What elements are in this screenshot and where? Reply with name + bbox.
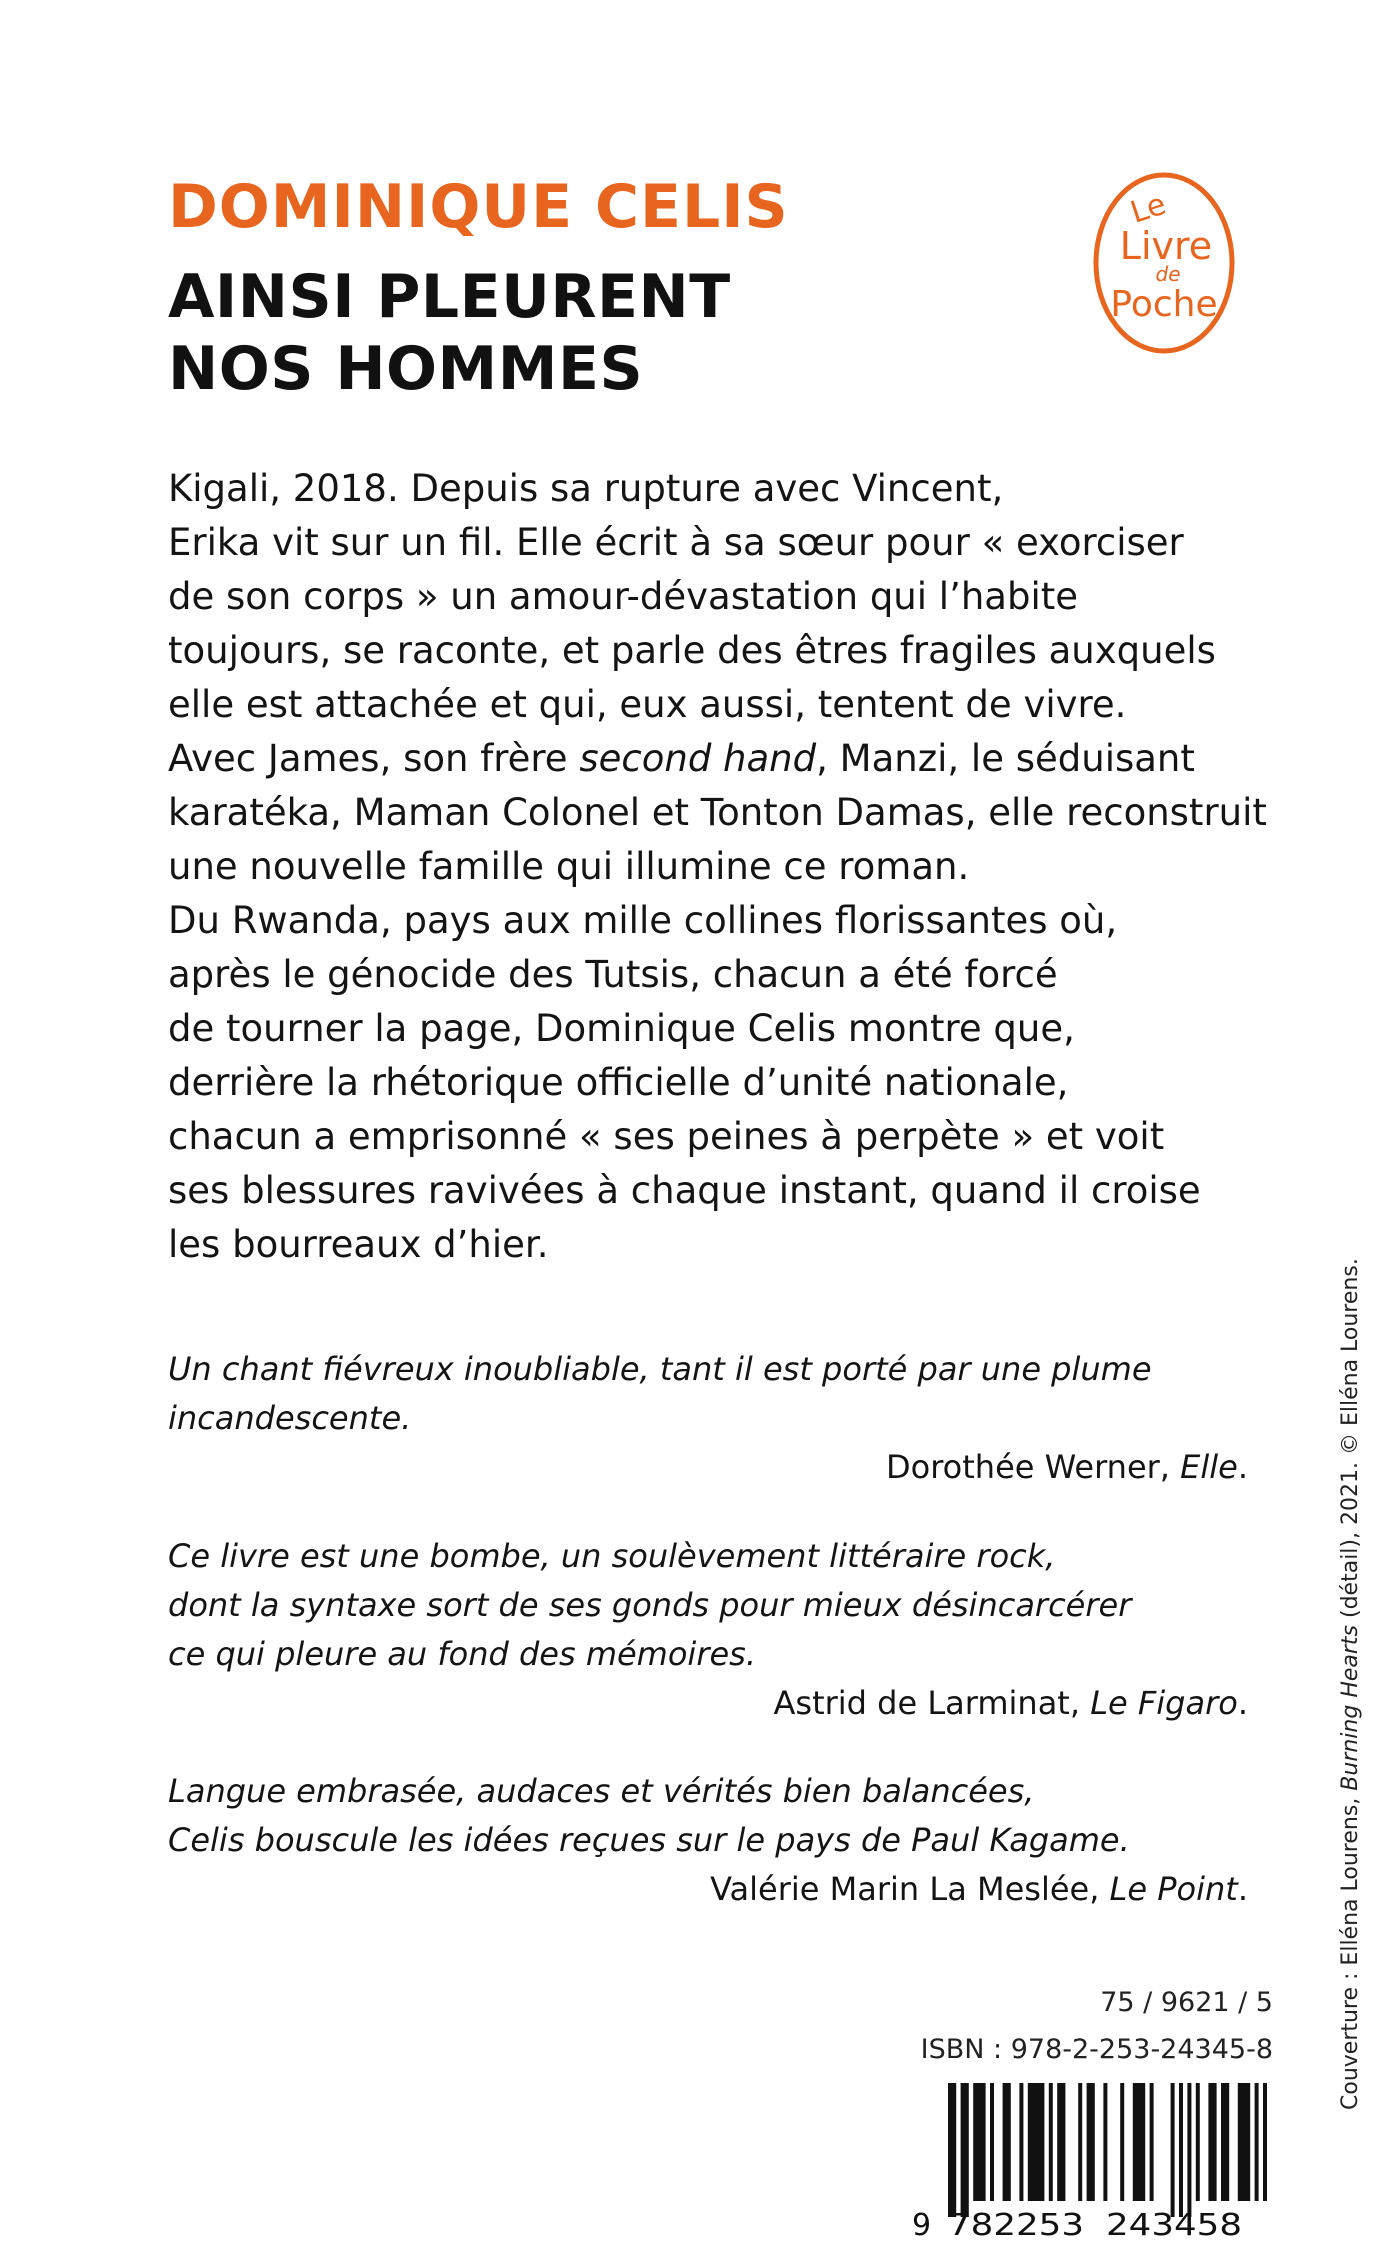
- blurb-text: Avec James, son frère: [168, 737, 580, 780]
- quote-attribution: [168, 1443, 1248, 1492]
- quote-attribution: [168, 1865, 1248, 1914]
- cover-credit: [1338, 1258, 1363, 2110]
- blurb-line: Erika vit sur un fil. Elle écrit à sa sœur pour « exorciser: [168, 521, 1184, 564]
- quote-line: Langue embrasée, audaces et vérités bien balancées,: [168, 1772, 1035, 1810]
- quote-author: Dorothée Werner,: [886, 1448, 1181, 1486]
- blurb-line: toujours, se raconte, et parle des êtres fragiles auxquels: [168, 629, 1216, 672]
- credit-suffix: (détail), 2021. © Elléna Lourens.: [1338, 1258, 1363, 1625]
- quote-line: Celis bouscule les idées reçues sur le pays de Paul Kagame.: [168, 1821, 1130, 1859]
- barcode-bar: [1221, 2083, 1229, 2201]
- quote-period: .: [1237, 1448, 1248, 1486]
- quote-line: Ce livre est une bombe, un soulèvement littéraire rock,: [168, 1537, 1056, 1575]
- barcode-bar: [1133, 2083, 1145, 2201]
- blurb-text: , Manzi, le séduisant: [816, 737, 1195, 780]
- barcode-digits-left: 782253: [948, 2208, 1084, 2243]
- blurb-line: les bourreaux d’hier.: [168, 1223, 549, 1266]
- barcode-digits-right: 243458: [1106, 2208, 1242, 2243]
- quote-author: Astrid de Larminat,: [773, 1684, 1091, 1722]
- blurb-line: de tourner la page, Dominique Celis montre que,: [168, 1007, 1075, 1050]
- logo-word-poche: Poche: [1110, 284, 1218, 325]
- barcode-bar: [1087, 2083, 1095, 2201]
- quote-attribution: [168, 1679, 1248, 1728]
- barcode-bar: [1028, 2083, 1045, 2201]
- barcode-bar: [1263, 2083, 1267, 2201]
- catalog-number: 75 / 9621 / 5: [1100, 1987, 1273, 2018]
- blurb-italic-phrase: second hand: [579, 737, 817, 780]
- barcode-bar: [1150, 2083, 1154, 2201]
- barcode-bar: [973, 2083, 985, 2201]
- quote-source: Elle: [1180, 1448, 1238, 1486]
- barcode-bar: [1255, 2083, 1259, 2201]
- author-name: DOMINIQUE CELIS: [168, 172, 789, 242]
- quote-line: dont la syntaxe sort de ses gonds pour mieux désincarcérer: [168, 1586, 1132, 1624]
- blurb: [168, 462, 1278, 1272]
- press-quote: [168, 1532, 1248, 1728]
- quote-source: Le Figaro: [1090, 1684, 1238, 1722]
- isbn-number: ISBN : 978-2-253-24345-8: [920, 2034, 1273, 2065]
- blurb-line: Kigali, 2018. Depuis sa rupture avec Vincent,: [168, 467, 1004, 510]
- credit-prefix: Couverture : Elléna Lourens,: [1338, 1790, 1363, 2110]
- barcode-bar: [1120, 2083, 1124, 2201]
- blurb-line: ses blessures ravivées à chaque instant, quand il croise: [168, 1169, 1201, 1212]
- barcode-bar: [990, 2083, 994, 2201]
- quote-period: .: [1237, 1684, 1248, 1722]
- press-quote: [168, 1767, 1248, 1914]
- quote-line: ce qui pleure au fond des mémoires.: [168, 1635, 756, 1673]
- blurb-line: [168, 732, 1278, 786]
- barcode-bar: [1171, 2083, 1175, 2217]
- barcode-bar: [961, 2083, 969, 2217]
- quote-author: Valérie Marin La Meslée,: [710, 1870, 1110, 1908]
- blurb-line: Du Rwanda, pays aux mille collines florissantes où,: [168, 899, 1118, 942]
- logo-word-livre: Livre: [1119, 224, 1213, 268]
- book-title-line-1: AINSI PLEURENT: [168, 262, 731, 332]
- quote-line: incandescente.: [168, 1399, 412, 1437]
- barcode-bar: [1049, 2083, 1053, 2201]
- quote-line: Un chant fiévreux inoubliable, tant il est porté par une plume: [168, 1350, 1152, 1388]
- blurb-line: karatéka, Maman Colonel et Tonton Damas, elle reconstruit: [168, 791, 1267, 834]
- blurb-line: après le génocide des Tutsis, chacun a été forcé: [168, 953, 1058, 996]
- barcode-bar: [1019, 2083, 1023, 2201]
- blurb-line: de son corps » un amour-dévastation qui l’habite: [168, 575, 1079, 618]
- barcode-bar: [948, 2083, 956, 2217]
- barcode-bar: [1103, 2083, 1107, 2201]
- quote-source: Le Point: [1109, 1870, 1238, 1908]
- barcode-bar: [1196, 2083, 1200, 2201]
- book-title-line-2: NOS HOMMES: [168, 334, 644, 404]
- barcode-digit-first: 9: [912, 2208, 932, 2243]
- barcode-bar: [1078, 2083, 1082, 2201]
- logo-word-de: de: [1155, 262, 1181, 286]
- barcode-bar: [1238, 2083, 1250, 2201]
- quote-period: .: [1237, 1870, 1248, 1908]
- barcode: [904, 2083, 1270, 2243]
- blurb-line: derrière la rhétorique officielle d’unité nationale,: [168, 1061, 1069, 1104]
- barcode-bar: [1003, 2083, 1011, 2201]
- publisher-logo: [1090, 168, 1238, 358]
- barcode-bar: [1187, 2083, 1191, 2217]
- blurb-line: chacun a emprisonné « ses peines à perpète » et voit: [168, 1115, 1165, 1158]
- blurb-line: une nouvelle famille qui illumine ce roman.: [168, 845, 970, 888]
- barcode-bar: [1208, 2083, 1216, 2201]
- blurb-line: elle est attachée et qui, eux aussi, tentent de vivre.: [168, 683, 1127, 726]
- credit-work-title: Burning Hearts: [1338, 1624, 1363, 1791]
- logo-word-le: Le: [1126, 186, 1171, 231]
- press-quote: [168, 1345, 1248, 1492]
- barcode-bars: [948, 2083, 1270, 2217]
- barcode-bar: [1057, 2083, 1065, 2201]
- barcode-bar: [1179, 2083, 1183, 2217]
